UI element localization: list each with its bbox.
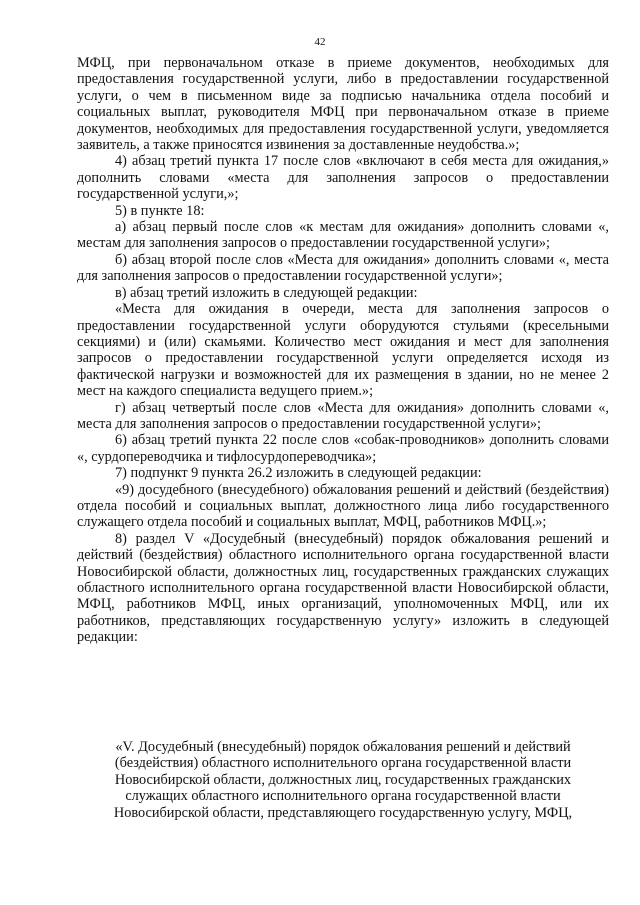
heading-line: Новосибирской области, представляющего государственную услугу, МФЦ, <box>113 804 573 821</box>
paragraph: а) абзац первый после слов «к местам для ожидания» дополнить словами «, местам для заполнения запросов о предоставлении государственной услуги»; <box>77 219 609 252</box>
paragraph: г) абзац четвертый после слов «Места для ожидания» дополнить словами «, места для заполнения запросов о предоставлении государственной услуги»; <box>77 399 609 432</box>
paragraph: МФЦ, при первоначальном отказе в приеме документов, необходимых для предоставления государственной услуги, либо в предоставлении государственной услуги, о чем в письменном виде за подписью начальника отдела пособий и социальных выплат, руководителя МФЦ при первоначальном отказе в приеме документов, необходимых для предоставления государственной услуги, уведомляется заявитель, а также приносятся извинения за доставленные неудобства.»; <box>77 55 609 154</box>
heading-line: служащих областного исполнительного органа государственной власти <box>125 788 561 805</box>
paragraph: «Места для ожидания в очереди, места для заполнения запросов о предоставлении государственной услуги оборудуются стульями (кресельными секциями) и (или) скамьями. Количество мест ожидания и мест для заполнения запросов о предоставлении государственной услуги определяется исходя из фактической нагрузки и возможностей для их размещения в здании, но не менее 2 мест на каждого специалиста ведущего прием.»; <box>77 301 609 400</box>
paragraph: 8) раздел V «Досудебный (внесудебный) порядок обжалования решений и действий (бездействия) областного исполнительного органа государственной власти Новосибирской области, должностных лиц, государственных гражданских служащих областного исполнительного органа государственной власти Новосибирской области, МФЦ, работников МФЦ, иных организаций, уполномоченных МФЦ, или их работников, представляющих государственную услугу» изложить в следующей редакции: <box>77 530 609 646</box>
heading-line: (бездействия) областного исполнительного органа государственной власти <box>114 755 572 772</box>
section-heading <box>77 739 609 821</box>
page-number: 42 <box>314 36 326 48</box>
paragraph: в) абзац третий изложить в следующей редакции: <box>115 284 418 301</box>
paragraph: «9) досудебного (внесудебного) обжалования решений и действий (бездействия) отдела пособий и социальных выплат, должностного лица либо государственного служащего отдела пособий и социальных выплат, МФЦ, работников МФЦ.»; <box>77 481 609 531</box>
paragraph: 7) подпункт 9 пункта 26.2 изложить в следующей редакции: <box>115 465 482 482</box>
paragraph: 5) в пункте 18: <box>115 202 205 219</box>
heading-line: Новосибирской области, должностных лиц, государственных гражданских <box>114 771 572 788</box>
paragraph: 4) абзац третий пункта 17 после слов «включают в себя места для ожидания,» дополнить словами «места для заполнения запросов о предоставлении государственной услуги,»; <box>77 153 609 203</box>
paragraph: 6) абзац третий пункта 22 после слов «собак-проводников» дополнить словами «, сурдопереводчика и тифлосурдопереводчика»; <box>77 432 609 465</box>
heading-line: «V. Досудебный (внесудебный) порядок обжалования решений и действий <box>115 739 571 755</box>
document-body <box>77 55 609 646</box>
paragraph: б) абзац второй после слов «Места для ожидания» дополнить словами «, места для заполнения запросов о предоставлении государственной услуги»; <box>77 251 609 285</box>
